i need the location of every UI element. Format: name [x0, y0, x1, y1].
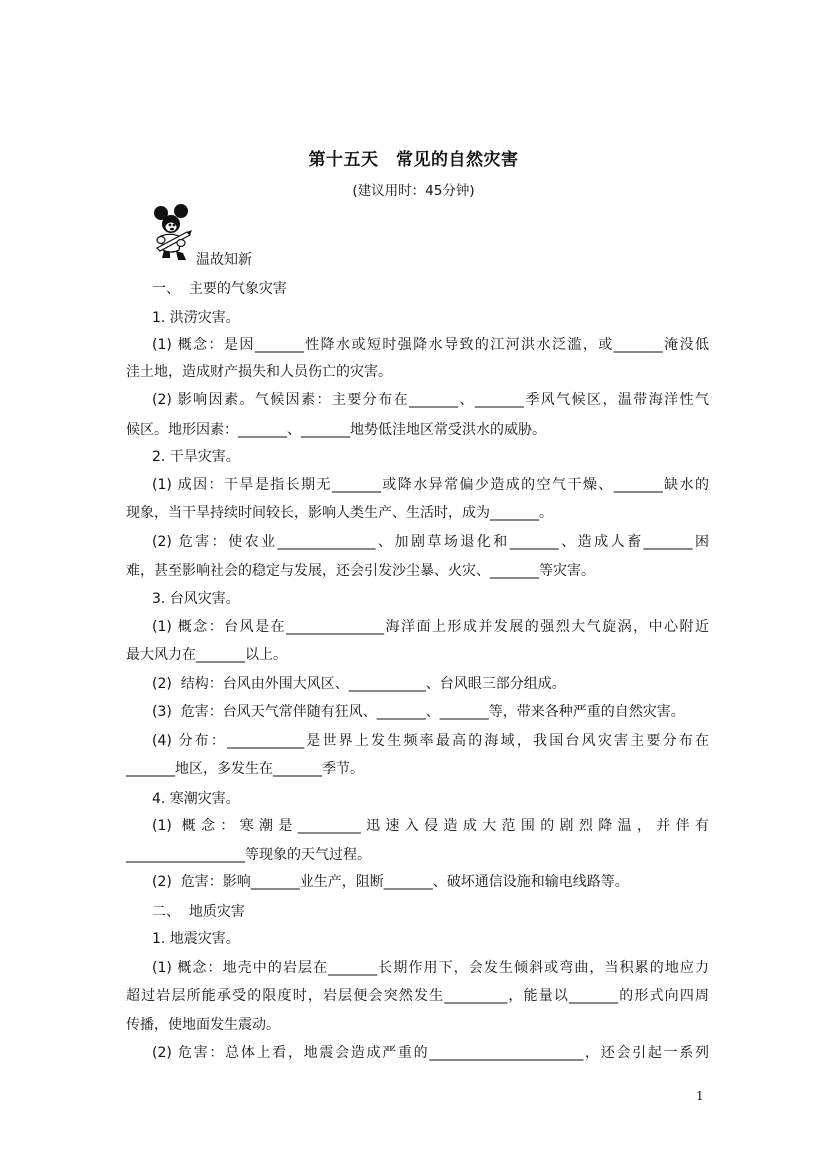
- section-tag: 温故知新: [196, 252, 252, 268]
- line-4: (2) 影响因素。气候因素：主要分布在_______、_______季风气候区，温带海洋性气: [152, 392, 709, 408]
- line-11: 3. 台风灾害。: [152, 591, 240, 607]
- line-18: 4. 寒潮灾害。: [152, 791, 240, 807]
- line-0: 一、 主要的气象灾害: [152, 281, 287, 297]
- line-15: (3) 危害：台风天气常伴随有狂风、_______、_______等，带来各种严重的自然灾害。: [152, 704, 685, 720]
- line-20: _________________等现象的天气过程。: [126, 847, 371, 863]
- line-23: 1. 地震灾害。: [152, 931, 240, 947]
- line-6: 2. 干旱灾害。: [152, 449, 240, 465]
- line-21: (2) 危害：影响_______业生产，阻断_______、破坏通信设施和输电线路等。: [152, 874, 629, 890]
- mickey-mouse-pencil-icon: [151, 204, 195, 264]
- line-9: (2) 危害：使农业______________、加剧草场退化和_______、造成人畜_______困: [152, 534, 709, 550]
- line-22: 二、 地质灾害: [152, 904, 245, 920]
- line-14: (2) 结构：台风由外围大风区、___________、台风眼三部分组成。: [152, 676, 566, 692]
- page-subtitle: (建议用时：45分钟): [352, 183, 475, 199]
- line-16: (4) 分布：___________是世界上发生频率最高的海域，我国台风灾害主要分布在: [152, 733, 709, 749]
- line-2: (1) 概念：是因_______性降水或短时强降水导致的江河洪水泛滥，或_______淹没低: [152, 337, 709, 353]
- line-24: (1) 概念：地壳中的岩层在_______长期作用下，会发生倾斜或弯曲，当积累的地应力: [152, 960, 709, 976]
- page-title: 第十五天 常见的自然灾害: [308, 150, 519, 170]
- line-12: (1) 概念：台风是在______________海洋面上形成并发展的强烈大气旋涡，中心附近: [152, 619, 709, 635]
- line-3: 洼土地，造成财产损失和人员伤亡的灾害。: [126, 364, 392, 380]
- line-1: 1. 洪涝灾害。: [152, 310, 240, 326]
- line-5: 候区。地形因素：_______、_______地势低洼地区常受洪水的威胁。: [126, 422, 546, 438]
- line-8: 现象，当干旱持续时间较长，影响人类生产、生活时，成为_______。: [126, 505, 553, 521]
- line-25: 超过岩层所能承受的限度时，岩层便会突然发生_________，能量以_______的形式向四周: [126, 988, 709, 1004]
- line-19: (1) 概念：寒潮是_________迅速入侵造成大范围的剧烈降温，并伴有: [152, 818, 709, 834]
- line-10: 难，甚至影响社会的稳定与发展，还会引发沙尘暴、火灾、_______等灾害。: [126, 563, 595, 579]
- line-13: 最大风力在_______以上。: [126, 647, 287, 663]
- line-7: (1) 成因：干旱是指长期无_______或降水异常偏少造成的空气干燥、_______缺水的: [152, 477, 709, 493]
- line-26: 传播，使地面发生震动。: [126, 1017, 280, 1033]
- line-27: (2) 危害：总体上看，地震会造成严重的______________________，还会引起一系列: [152, 1045, 709, 1061]
- page-number: 1: [696, 1089, 704, 1103]
- line-17: _______地区，多发生在_______季节。: [126, 761, 364, 777]
